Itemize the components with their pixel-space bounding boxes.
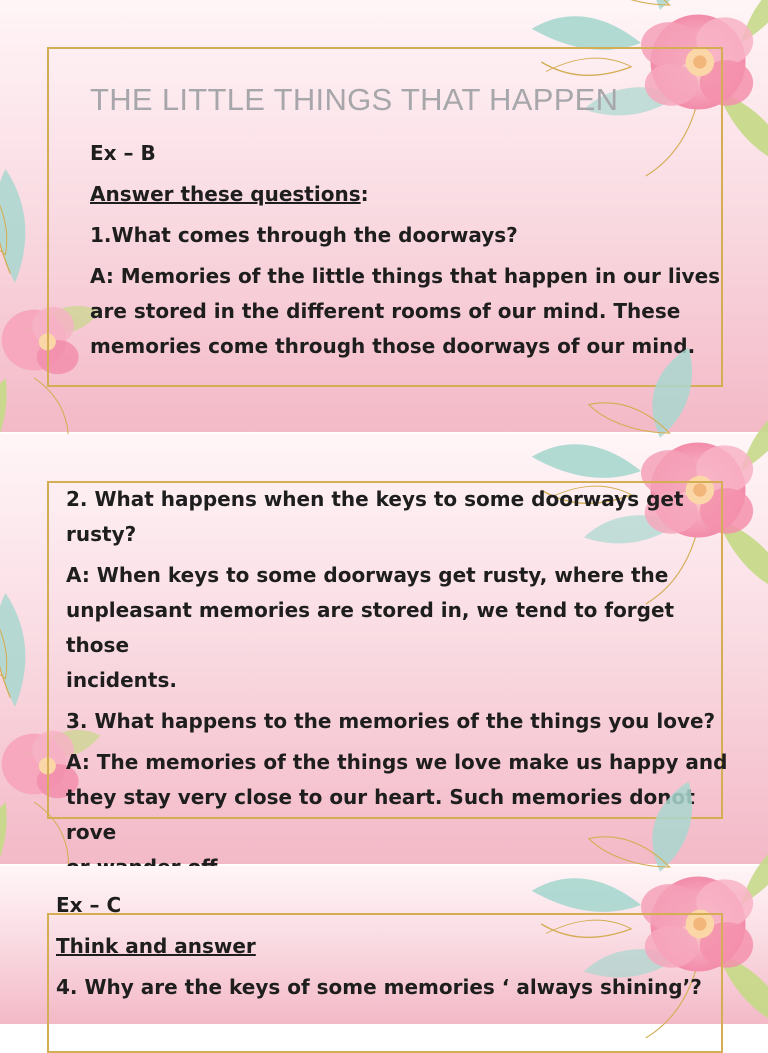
exercise-label: Ex – C <box>56 893 122 917</box>
question-4: 4. Why are the keys of some memories ‘ always shining’? <box>56 975 702 999</box>
answer-2-line-1: A: When keys to some doorways get rusty, where the <box>66 563 669 587</box>
question-2-line-2: rusty? <box>66 522 137 546</box>
answer-1-line-3: memories come through those doorways of our mind. <box>90 334 696 358</box>
instruction-colon: : <box>360 182 369 206</box>
question-2-line-1: 2. What happens when the keys to some doorways get <box>66 487 684 511</box>
question-3: 3. What happens to the memories of the things you love? <box>66 709 716 733</box>
page-title: THE LITTLE THINGS THAT HAPPEN <box>90 82 619 117</box>
question-1: 1.What comes through the doorways? <box>90 223 518 247</box>
exercise-label: Ex – B <box>90 141 156 165</box>
slide-2-body <box>66 482 736 885</box>
slide-3-body <box>56 888 736 1005</box>
answer-1-line-1: A: Memories of the little things that happen in our lives <box>90 264 721 288</box>
answer-3-line-2: they stay very close to our heart. Such memories donot rove <box>66 785 695 844</box>
instruction-text: Think and answer <box>56 934 256 958</box>
instruction-line <box>90 177 730 212</box>
slide-2 <box>0 434 768 864</box>
answer-3-line-1: A: The memories of the things we love make us happy and <box>66 750 728 774</box>
answer-1-line-2: are stored in the different rooms of our mind. These <box>90 299 681 323</box>
answer-2-line-2: unpleasant memories are stored in, we tend to forget those <box>66 598 675 657</box>
instruction-text: Answer these questions <box>90 182 361 206</box>
answer-2-line-3: incidents. <box>66 668 177 692</box>
slide-1-body <box>90 136 730 364</box>
slide-3 <box>0 866 768 1024</box>
slide-1 <box>0 0 768 432</box>
